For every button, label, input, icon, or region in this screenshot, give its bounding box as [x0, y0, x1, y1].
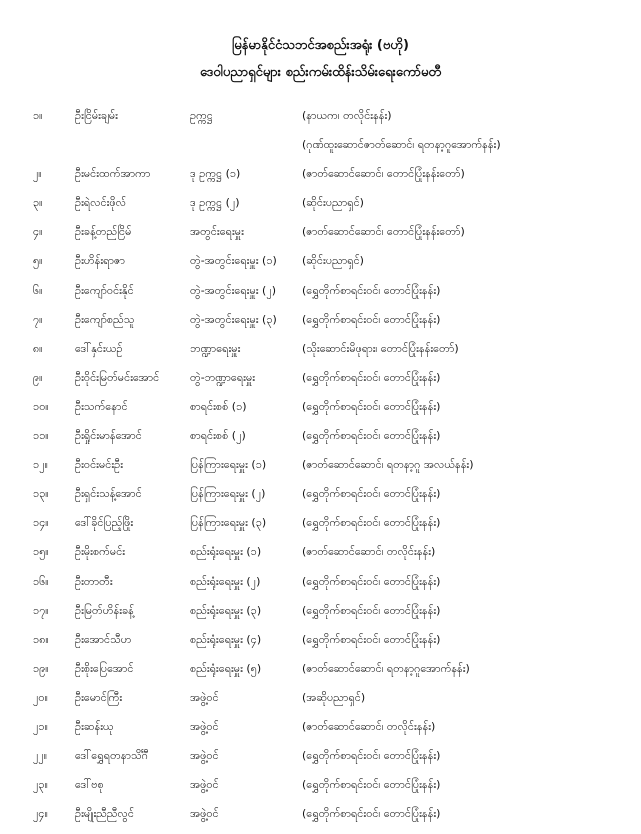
member-name: ဦးသက်နောင် [75, 399, 128, 413]
member-number: ၅။ [33, 254, 43, 268]
member-row [0, 747, 641, 776]
member-row [0, 776, 641, 805]
member-row [0, 718, 641, 747]
member-row [0, 543, 641, 572]
member-note: (ဇာတ်ဆောင်ဆောင်၊ ရတနာ့ဂူအောက်နန်း) [302, 661, 470, 675]
member-note: (အဆိုပညာရှင်) [302, 690, 366, 704]
member-name: ဦးဟိန်းရာဇာ [75, 254, 126, 268]
member-role: စည်းရုံးရေးမှူး (၄) [190, 632, 262, 646]
member-role: ပြန်ကြားရေးမှူး (၃) [190, 516, 267, 530]
member-name: ဒေါ်ခိုင်ပြည့်ဖြိုး [75, 516, 134, 530]
member-role: တွဲ-ဘဏ္ဍာရေးမှူး [190, 370, 256, 384]
member-note: (ဆိုင်းပညာရှင်) [302, 196, 364, 210]
member-name: ဦးကျော်ဝင်းနိုင် [75, 283, 134, 297]
member-number: ၁၇။ [33, 603, 49, 617]
member-note: (ရွှေတိုက်စာရင်းဝင်၊ တောင်ပြုံးနန်း) [302, 749, 441, 763]
member-role: ဒု ဥက္ကဋ္ဌ (၁) [190, 167, 241, 181]
member-note: (ရွှေတိုက်စာရင်းဝင်၊ တောင်ပြုံးနန်း) [302, 399, 441, 413]
member-role: ပြန်ကြားရေးမှူး (၂) [190, 487, 266, 501]
member-row [0, 194, 641, 223]
member-note: (ရွှေတိုက်စာရင်းဝင်၊ တောင်ပြုံးနန်း) [302, 516, 441, 530]
member-role: တွဲ-အတွင်းရေးမှူး (၁) [190, 254, 277, 268]
member-note: (ရွှေတိုက်စာရင်းဝင်၊ တောင်ပြုံးနန်း) [302, 370, 441, 384]
member-note: (သိုးဆောင်းမိဖုရား၊ တောင်ပြုံးနန်းတော်) [302, 341, 459, 355]
member-name: ဒေါ်ဗစု [75, 778, 104, 792]
member-number: ၂၃။ [33, 778, 48, 792]
member-name: ဦးအောင်သီဟ [75, 632, 132, 646]
member-note: (ဇာတ်ဆောင်ဆောင်၊ ရတနာ့ဂူ အလယ်နန်း) [302, 458, 474, 472]
member-number: ၃။ [33, 196, 43, 210]
member-role: တွဲ-အတွင်းရေးမှူး (၃) [190, 312, 277, 326]
member-number: ၁၃။ [33, 487, 49, 501]
member-name: ဦးမောင်ကြီး [75, 690, 123, 704]
member-role: အဖွဲ့ဝင် [190, 807, 219, 821]
member-role: ဥက္ကဋ္ဌ [190, 109, 213, 122]
member-note: (ရွှေတိုက်စာရင်းဝင်၊ တောင်ပြုံးနန်း) [302, 574, 441, 588]
member-row [0, 805, 641, 834]
member-row [0, 311, 641, 340]
member-name: ဦးမြတ်ဟိန်းခန့် [75, 603, 134, 617]
member-name: ဒေါ်ရွှေရတနာသိင်္ဂီ [75, 749, 149, 763]
member-row [0, 398, 641, 427]
member-name: ဦးရှိုင်းမာန်အောင် [75, 429, 142, 443]
member-list [0, 107, 641, 834]
member-number: ၁၂။ [33, 458, 48, 472]
member-row [0, 660, 641, 689]
member-name: ဒေါ်နှင်းယဉ် [75, 341, 123, 355]
member-note: (ဇာတ်ဆောင်ဆောင်၊ တောင်ပြုံးနန်းတော်) [302, 167, 465, 181]
member-row [0, 427, 641, 456]
member-role: အဖွဲ့ဝင် [190, 749, 219, 763]
member-number: ၁။ [33, 109, 43, 122]
member-number: ၆။ [33, 283, 43, 297]
member-role: အဖွဲ့ဝင် [190, 719, 219, 733]
member-number: ၂၄။ [33, 807, 48, 821]
member-row [0, 573, 641, 602]
member-name: ဦးရှင်းသန့်အောင် [75, 487, 142, 501]
member-note: (ရွှေတိုက်စာရင်းဝင်၊ တောင်ပြုံးနန်း) [302, 487, 441, 501]
member-row [0, 456, 641, 485]
member-name: ဦးမိုးစက်မင်း [75, 545, 126, 559]
member-note: (ရွှေတိုက်စာရင်းဝင်၊ တောင်ပြုံးနန်း) [302, 632, 441, 646]
member-row [0, 165, 641, 194]
member-row [0, 369, 641, 398]
member-name: ဦးဆန်းယု [75, 719, 114, 733]
member-role: စည်းရုံးရေးမှူး (၁) [190, 545, 262, 559]
member-number: ၇။ [33, 312, 43, 326]
member-number: ၁၅။ [33, 545, 49, 559]
member-note: (ရွှေတိုက်စာရင်းဝင်၊ တောင်ပြုံးနန်း) [302, 429, 441, 443]
member-role: ဒု ဥက္ကဋ္ဌ (၂) [190, 196, 240, 210]
member-role: စည်းရုံးရေးမှူး (၂) [190, 574, 261, 588]
member-note: (ဂုဏ်ထူးဆောင်ဇာတ်ဆောင်၊ ရတနာ့ဂူအောက်နန်း) [302, 138, 501, 152]
member-row [0, 340, 641, 369]
member-name: ဦးရဲလင်းဖိုလ် [75, 196, 127, 210]
member-note: (ရွှေတိုက်စာရင်းဝင်၊ တောင်ပြုံးနန်း) [302, 778, 441, 792]
member-row [0, 136, 641, 165]
member-number: ၁၈။ [33, 632, 49, 646]
member-name: ဦးတာတီး [75, 574, 113, 588]
member-number: ၂၀။ [33, 690, 48, 704]
member-name: ဦးမျိုးညီညီလွင် [75, 807, 134, 821]
member-row [0, 223, 641, 252]
member-role: စာရင်းစစ် (၁) [190, 399, 247, 413]
member-role: ဘဏ္ဍာရေးမှူး [190, 341, 241, 355]
member-name: ဦးဝင်းမင်းဦး [75, 458, 124, 472]
member-number: ၂။ [33, 167, 42, 181]
member-name: ဦးခန့်တည်ငြိမ် [75, 225, 132, 239]
member-row [0, 514, 641, 543]
member-note: (ဇာတ်ဆောင်ဆောင်၊ တလိုင်းနန်း) [302, 719, 436, 733]
member-row [0, 252, 641, 281]
member-number: ၈။ [33, 341, 43, 355]
member-role: အဖွဲ့ဝင် [190, 778, 219, 792]
member-number: ၂၂။ [33, 749, 48, 763]
document-title: မြန်မာနိုင်ငံသဘင်အစည်းအရုံး (ဗဟို) [232, 38, 409, 53]
member-note: (နာယက၊ တလိုင်းနန်း) [302, 109, 392, 122]
member-name: ဦးမင်းထက်အာကာ [75, 167, 151, 181]
member-name: ဦးဝိုင်းမြတ်မင်းအောင် [75, 370, 160, 384]
member-role: ပြန်ကြားရေးမှူး (၁) [190, 458, 267, 472]
member-row [0, 602, 641, 631]
member-role: အဖွဲ့ဝင် [190, 690, 219, 704]
member-number: ၂၁။ [33, 719, 48, 733]
member-note: (ဇာတ်ဆောင်ဆောင်၊ တောင်ပြုံးနန်းတော်) [302, 225, 465, 239]
member-note: (ဆိုင်းပညာရှင်) [302, 254, 364, 268]
member-note: (ရွှေတိုက်စာရင်းဝင်၊ တောင်ပြုံးနန်း) [302, 603, 441, 617]
member-role: စည်းရုံးရေးမှူး (၃) [190, 603, 262, 617]
member-name: ဦးကျော်စည်သူ [75, 312, 135, 326]
member-row [0, 282, 641, 311]
member-name: ဦးစိုးပြေအောင် [75, 661, 134, 675]
member-number: ၁၉။ [33, 661, 49, 675]
member-row [0, 485, 641, 514]
member-role: တွဲ-အတွင်းရေးမှူး (၂) [190, 283, 277, 297]
document-subtitle: ဒေဝါပညာရှင်များ စည်းကမ်းထိန်းသိမ်းရေးကော်မတီ [199, 65, 442, 80]
member-number: ၁၁။ [33, 429, 49, 443]
member-number: ၁၀။ [33, 399, 49, 413]
member-row [0, 689, 641, 718]
member-note: (ရွှေတိုက်စာရင်းဝင်၊ တောင်ပြုံးနန်း) [302, 283, 441, 297]
member-role: စည်းရုံးရေးမှူး (၅) [190, 661, 262, 675]
member-role: အတွင်းရေးမှူး [190, 225, 244, 239]
member-number: ၉။ [33, 370, 43, 384]
member-number: ၁၄။ [33, 516, 49, 530]
member-row [0, 631, 641, 660]
member-role: စာရင်းစစ် (၂) [190, 429, 246, 443]
member-name: ဦးငြိမ်းချမ်း [75, 109, 118, 122]
member-note: (ရွှေတိုက်စာရင်းဝင်၊ တောင်ပြုံးနန်း) [302, 312, 441, 326]
member-note: (ဇာတ်ဆောင်ဆောင်၊ တလိုင်းနန်း) [302, 545, 436, 559]
member-row [0, 107, 641, 136]
member-number: ၁၆။ [33, 574, 49, 588]
member-number: ၄။ [33, 225, 43, 239]
member-note: (ရွှေတိုက်စာရင်းဝင်၊ တောင်ပြုံးနန်း) [302, 807, 441, 821]
